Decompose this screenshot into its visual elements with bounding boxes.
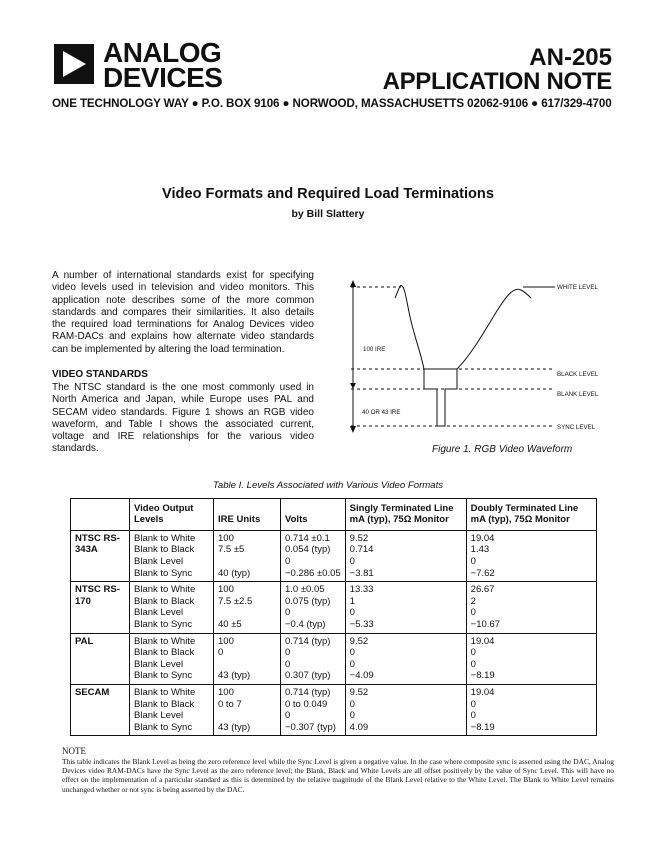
levels-value: Blank to Black xyxy=(134,544,195,556)
table-row xyxy=(71,530,597,581)
singly-value: 9.52 xyxy=(349,686,369,698)
page-title: Video Formats and Required Load Terminations xyxy=(162,186,494,202)
volts-value: 0 xyxy=(285,607,291,619)
singly-cell xyxy=(345,582,466,633)
levels-table xyxy=(70,498,597,736)
doubly-value: 0 xyxy=(470,647,476,659)
header-doubly-terminated: Doubly Terminated Line mA (typ), 75Ω Monitor xyxy=(466,499,596,531)
volts-value: 0.054 (typ) xyxy=(285,544,331,556)
arrow-down-icon xyxy=(350,426,356,433)
ire-value: 100 xyxy=(218,584,234,596)
singly-value: −3.81 xyxy=(349,567,374,579)
singly-value: −4.09 xyxy=(349,670,374,682)
standard-name-cell: PAL xyxy=(71,633,130,684)
singly-value: −5.33 xyxy=(349,618,374,630)
ire-value xyxy=(218,659,276,671)
table-caption: Table I. Levels Associated with Various Video Formats xyxy=(212,480,444,491)
ire-value: 7.5 ±2.5 xyxy=(218,595,253,607)
volts-value: 0.714 (typ) xyxy=(285,686,331,698)
intro-paragraph: A number of international standards exist for specifying video levels used in television and video monitors. This application note describes some of the more common standards and compares their similarities. It also details the required load terminations for Analog Devices video RAM-DACs and explains how alternate video standards can be implemented by altering the load termination. xyxy=(52,270,314,355)
doubly-cell xyxy=(466,633,596,684)
ire-value xyxy=(218,556,276,568)
ire-value xyxy=(218,710,276,722)
volts-value: −0.4 (typ) xyxy=(285,618,326,630)
levels-value: Blank Level xyxy=(134,710,184,722)
singly-value: 0.714 xyxy=(349,544,374,556)
note-text: This table indicates the Blank Level as being the zero reference level while the Sync Level is given a negative value. In the case where composite sync is asserted using the DAC, Analog Devices video RAM-DACs have the Sync Level as the zero reference level; the Blank, Black and White Levels are all offset positively by the value of Sync Level. This will have no effect on the implementation of a particular standard as this is determined by the relative magnitude of the Blank Level relative to the White Level. The Blank to White Level remains unchanged whether or not sync is being asserted by the DAC. xyxy=(62,757,614,794)
doubly-value: 0 xyxy=(470,556,476,567)
levels-value: Blank to Sync xyxy=(134,721,193,733)
singly-value: 1 xyxy=(349,595,355,607)
company-name xyxy=(103,37,223,93)
volts-value: 0.714 ±0.1 xyxy=(285,532,330,544)
ire-value: 0 xyxy=(218,647,224,659)
arrow-up-icon xyxy=(350,280,356,287)
note-heading: NOTE xyxy=(62,746,86,756)
singly-value: 0 xyxy=(349,698,355,710)
ire-value: 40 (typ) xyxy=(218,567,251,579)
ire-40-label: 40 OR 43 IRE xyxy=(362,409,401,416)
levels-value: Blank to White xyxy=(134,532,196,544)
levels-cell xyxy=(130,684,214,735)
ire-cell xyxy=(214,582,281,633)
doubly-value: 19.04 xyxy=(470,635,495,647)
singly-value: 0 xyxy=(349,556,355,567)
levels-value: Blank to White xyxy=(134,686,196,698)
volts-value: 0 xyxy=(285,710,291,722)
arrow-down-icon xyxy=(350,383,356,389)
doubly-value: −8.19 xyxy=(470,670,495,682)
ire-value: 40 ±5 xyxy=(218,618,242,630)
volts-value: 0 xyxy=(285,658,291,670)
table-row xyxy=(71,582,597,633)
levels-value: Blank to Sync xyxy=(134,567,193,579)
singly-cell xyxy=(345,684,466,735)
levels-cell xyxy=(130,582,214,633)
section-heading: VIDEO STANDARDS xyxy=(52,369,148,380)
volts-value: −0.307 (typ) xyxy=(285,721,336,733)
volts-value: −0.286 ±0.05 xyxy=(285,567,341,579)
company-name-line1: ANALOG xyxy=(103,37,222,68)
singly-value: 0 xyxy=(349,607,355,619)
levels-value: Blank to Sync xyxy=(134,670,193,682)
figure-caption: Figure 1. RGB Video Waveform xyxy=(432,444,573,455)
doubly-cell xyxy=(466,684,596,735)
singly-value: 4.09 xyxy=(349,721,369,733)
sync-level-label: SYNC LEVEL xyxy=(557,424,596,431)
levels-cell xyxy=(130,633,214,684)
ire-value: 0 to 7 xyxy=(218,698,242,710)
volts-value: 0 xyxy=(285,647,291,659)
volts-value: 1.0 ±0.05 xyxy=(285,584,325,596)
doubly-value: −10.67 xyxy=(470,618,500,630)
doubly-cell xyxy=(466,530,596,581)
singly-value: 9.52 xyxy=(349,532,369,544)
ire-value: 100 xyxy=(218,686,234,698)
doubly-cell xyxy=(466,582,596,633)
doubly-value: 19.04 xyxy=(470,532,495,544)
ire-value xyxy=(218,607,276,619)
ire-cell xyxy=(214,684,281,735)
levels-value: Blank to Black xyxy=(134,647,195,659)
doubly-value: 0 xyxy=(470,607,476,619)
volts-cell xyxy=(281,582,346,633)
ire-value: 43 (typ) xyxy=(218,670,251,682)
volts-cell xyxy=(281,530,346,581)
singly-cell xyxy=(345,530,466,581)
header-standard xyxy=(71,499,130,531)
levels-value: Blank to Sync xyxy=(134,618,193,630)
blank-level-label: BLANK LEVEL xyxy=(557,391,599,398)
company-address: ONE TECHNOLOGY WAY ● P.O. BOX 9106 ● NORWOOD, MASSACHUSETTS 02062-9106 ● 617/329-4700 xyxy=(52,97,612,110)
volts-cell xyxy=(281,684,346,735)
black-level-label: BLACK LEVEL xyxy=(557,371,599,378)
singly-value: 9.52 xyxy=(349,635,369,647)
header-video-output-levels: Video Output Levels xyxy=(130,499,214,531)
company-name-line2: DEVICES xyxy=(103,62,223,93)
standard-name-cell: NTSC RS-170 xyxy=(71,582,130,633)
standard-name-cell: NTSC RS-343A xyxy=(71,530,130,581)
singly-value: 0 xyxy=(349,658,355,670)
doubly-value: 2 xyxy=(470,595,476,607)
doubly-value: −8.19 xyxy=(470,721,495,733)
doubly-value: 0 xyxy=(470,710,476,722)
table-header-row xyxy=(71,499,597,531)
header-singly-terminated: Singly Terminated Line mA (typ), 75Ω Monitor xyxy=(345,499,466,531)
doubly-value: 26.67 xyxy=(470,584,495,596)
ire-value: 100 xyxy=(218,635,234,647)
ire-cell xyxy=(214,633,281,684)
header-volts: Volts xyxy=(281,499,346,531)
application-note-number: AN-205 xyxy=(529,44,612,71)
analog-devices-logo-icon xyxy=(54,44,94,84)
doubly-value: −7.62 xyxy=(470,567,495,579)
ire-value: 100 xyxy=(218,532,234,544)
singly-value: 0 xyxy=(349,647,355,659)
volts-value: 0.075 (typ) xyxy=(285,595,331,607)
rgb-video-waveform-figure xyxy=(345,276,611,436)
ire-value: 43 (typ) xyxy=(218,721,251,733)
table-row xyxy=(71,684,597,735)
doubly-value: 19.04 xyxy=(470,686,495,698)
volts-value: 0 to 0.049 xyxy=(285,698,328,710)
doubly-value: 0 xyxy=(470,658,476,670)
volts-value: 0.714 (typ) xyxy=(285,635,331,647)
white-level-label: WHITE LEVEL xyxy=(557,284,598,291)
doubly-value: 0 xyxy=(470,698,476,710)
doubly-value: 1.43 xyxy=(470,544,490,556)
ire-cell xyxy=(214,530,281,581)
volts-value: 0 xyxy=(285,556,291,567)
standard-name-cell: SECAM xyxy=(71,684,130,735)
singly-cell xyxy=(345,633,466,684)
volts-cell xyxy=(281,633,346,684)
application-note-label: APPLICATION NOTE xyxy=(382,68,612,95)
levels-value: Blank Level xyxy=(134,556,184,567)
levels-value: Blank to White xyxy=(134,635,196,647)
levels-value: Blank to White xyxy=(134,584,196,596)
table-row xyxy=(71,633,597,684)
levels-value: Blank to Black xyxy=(134,595,195,607)
section-paragraph: The NTSC standard is the one most commonly used in North America and Japan, while Europe uses PAL and SECAM video standards. Figure 1 shows an RGB video waveform, and Table I shows the associated current, voltage and IRE relationships for the various video standards. xyxy=(52,382,314,455)
levels-value: Blank Level xyxy=(134,658,184,670)
ire-value: 7.5 ±5 xyxy=(218,544,245,556)
singly-value: 0 xyxy=(349,710,355,722)
ire-100-label: 100 IRE xyxy=(363,346,386,353)
video-waveform-trace xyxy=(395,286,531,426)
levels-value: Blank to Black xyxy=(134,698,195,710)
levels-cell xyxy=(130,530,214,581)
levels-value: Blank Level xyxy=(134,607,184,619)
singly-value: 13.33 xyxy=(349,584,374,596)
header-ire-units: IRE Units xyxy=(214,499,281,531)
author-line: by Bill Slattery xyxy=(291,208,365,220)
volts-value: 0.307 (typ) xyxy=(285,670,331,682)
